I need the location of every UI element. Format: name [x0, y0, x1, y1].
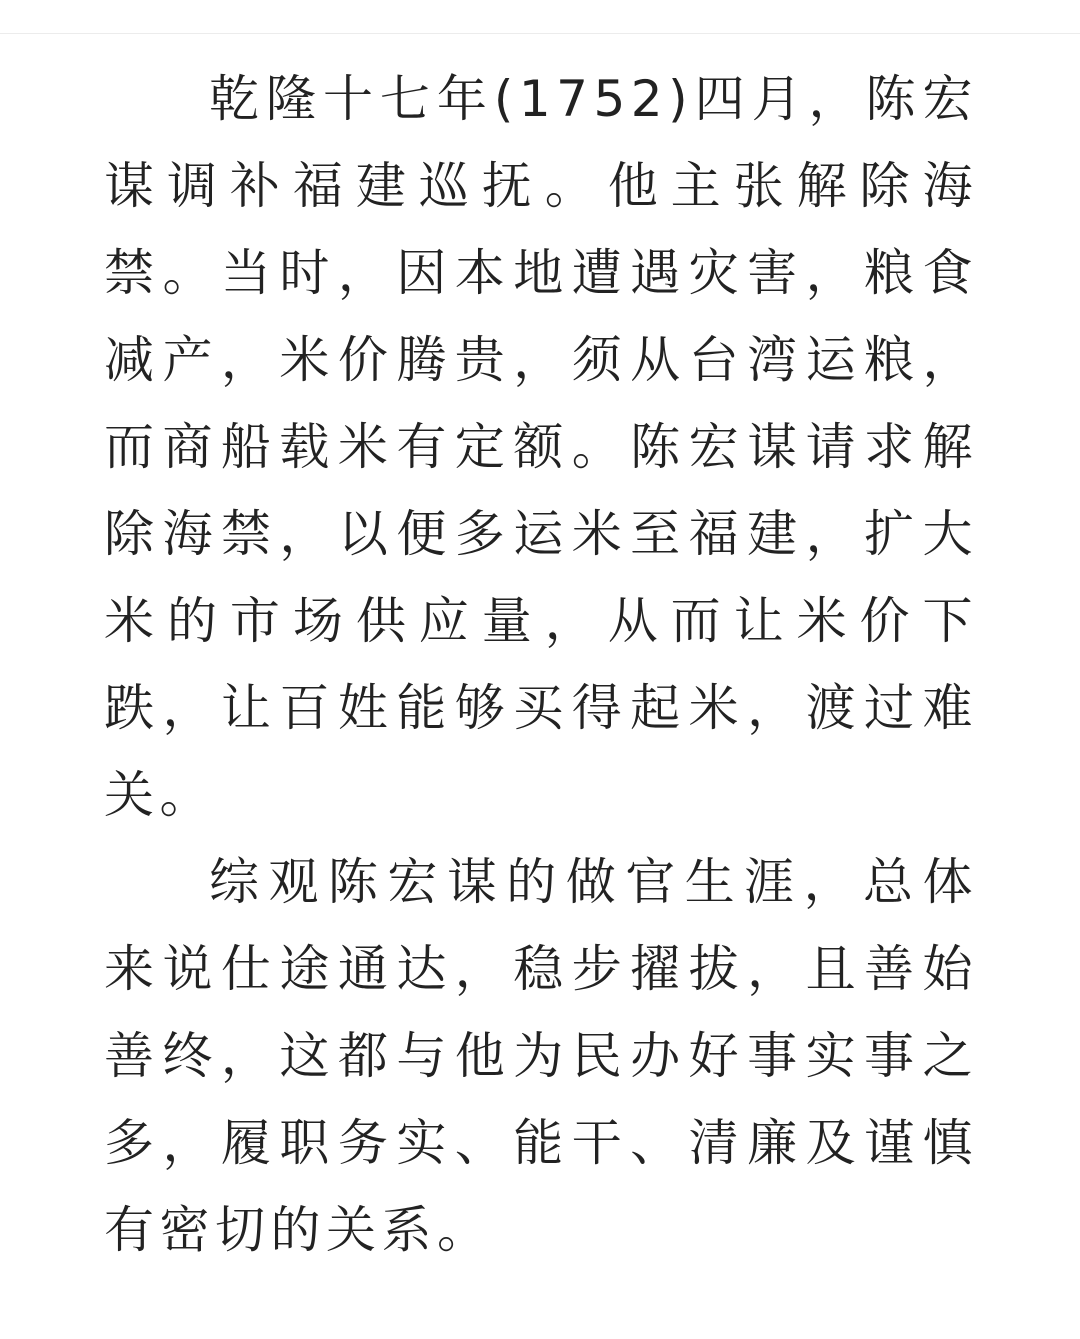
article-body: [104, 56, 978, 1274]
paragraph-fujian-governor: 乾隆十七年(1752)四月，陈宏谋调补福建巡抚。他主张解除海禁。当时，因本地遭遇灾害，粮食减产，米价腾贵，须从台湾运粮，而商船载米有定额。陈宏谋请求解除海禁，以便多运米至福建，扩大米的市场供应量，从而让米价下跌，让百姓能够买得起米，渡过难关。: [104, 70, 978, 824]
paragraph-career-summary: 综观陈宏谋的做官生涯，总体来说仕途通达，稳步擢拔，且善始善终，这都与他为民办好事实事之多，履职务实、能干、清廉及谨慎有密切的关系。: [104, 853, 978, 1259]
top-divider: [0, 33, 1080, 34]
